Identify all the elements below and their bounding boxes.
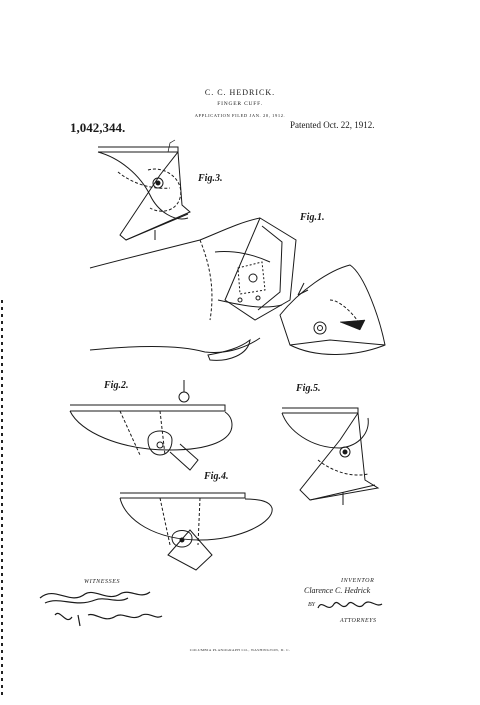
application-filed: APPLICATION FILED JAN. 20, 1912.: [194, 113, 286, 118]
witness-signatures-drawing: [40, 592, 162, 626]
figure-4-drawing: [120, 493, 272, 570]
figure-4-label: Fig.4.: [204, 471, 229, 482]
figure-3-drawing: [98, 140, 190, 240]
inventor-label: INVENTOR: [341, 578, 375, 584]
figure-1-drawing: [90, 218, 385, 360]
inventor-signature: Clarence C. Hedrick: [304, 586, 371, 595]
witnesses-label: WITNESSES: [84, 579, 121, 585]
attorneys-label: ATTORNEYS: [340, 618, 377, 624]
invention-title: FINGER CUFF.: [217, 101, 263, 107]
figure-1-label: Fig.1.: [300, 212, 325, 223]
figure-5-drawing: [282, 408, 378, 505]
printer-footer: COLUMBIA PLANOGRAPH CO., WASHINGTON, D. C.: [189, 648, 291, 652]
patent-number: 1,042,344.: [70, 120, 126, 135]
patented-date: Patented Oct. 22, 1912.: [290, 120, 375, 130]
figure-3-label: Fig.3.: [198, 173, 223, 184]
inventor-header: C. C. HEDRICK.: [204, 88, 276, 97]
attorney-signature-drawing: [318, 602, 382, 608]
figure-2-label: Fig.2.: [104, 380, 129, 391]
figure-5-label: Fig.5.: [296, 383, 321, 394]
figure-2-drawing: [70, 380, 232, 470]
by-label: BY: [308, 602, 316, 608]
